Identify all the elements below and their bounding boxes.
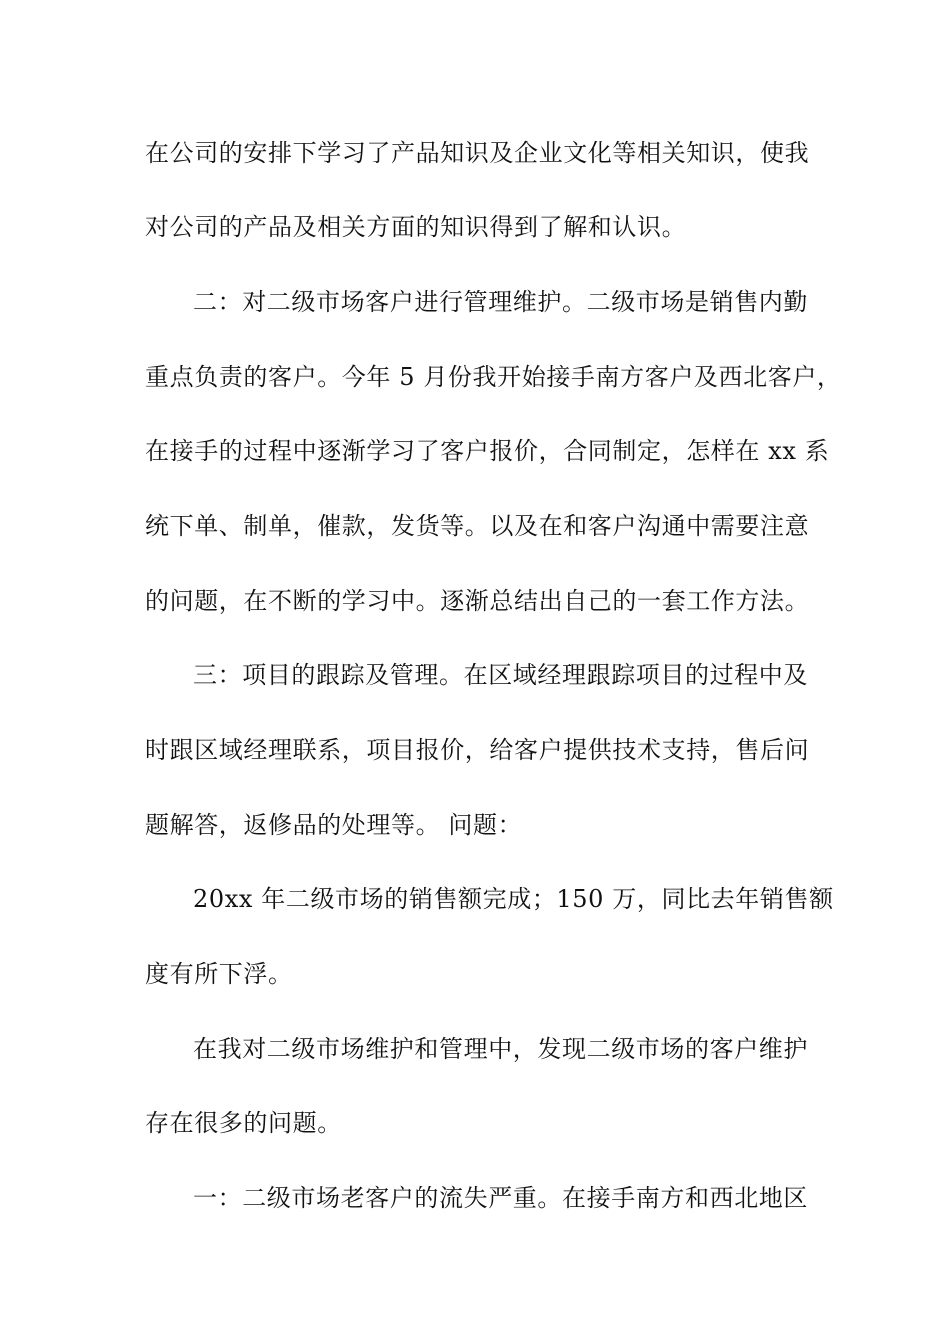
paragraph-start-line: 20xx 年二级市场的销售额完成；150 万，同比去年销售额 [193,885,834,913]
text-line: 对公司的产品及相关方面的知识得到了解和认识。 [145,213,687,241]
text-line: 度有所下浮。 [145,960,293,988]
text-line: 重点负责的客户。今年 5 月份我开始接手南方客户及西北客户， [145,363,842,391]
text-line: 题解答，返修品的处理等。 问题： [145,811,523,839]
paragraph-start-line: 一：二级市场老客户的流失严重。在接手南方和西北地区 [193,1184,808,1212]
paragraph-start-line: 在我对二级市场维护和管理中，发现二级市场的客户维护 [193,1035,808,1063]
paragraph-start-line: 三：项目的跟踪及管理。在区域经理跟踪项目的过程中及 [193,661,808,689]
text-line: 存在很多的问题。 [145,1109,342,1137]
text-line: 的问题，在不断的学习中。逐渐总结出自己的一套工作方法。 [145,587,810,615]
paragraph-start-line: 二：对二级市场客户进行管理维护。二级市场是销售内勤 [193,288,808,316]
text-line: 时跟区域经理联系，项目报价，给客户提供技术支持，售后问 [145,736,810,764]
text-line: 统下单、制单，催款，发货等。以及在和客户沟通中需要注意 [145,512,810,540]
text-line: 在接手的过程中逐渐学习了客户报价，合同制定，怎样在 xx 系 [145,437,830,465]
text-line: 在公司的安排下学习了产品知识及企业文化等相关知识，使我 [145,139,810,167]
